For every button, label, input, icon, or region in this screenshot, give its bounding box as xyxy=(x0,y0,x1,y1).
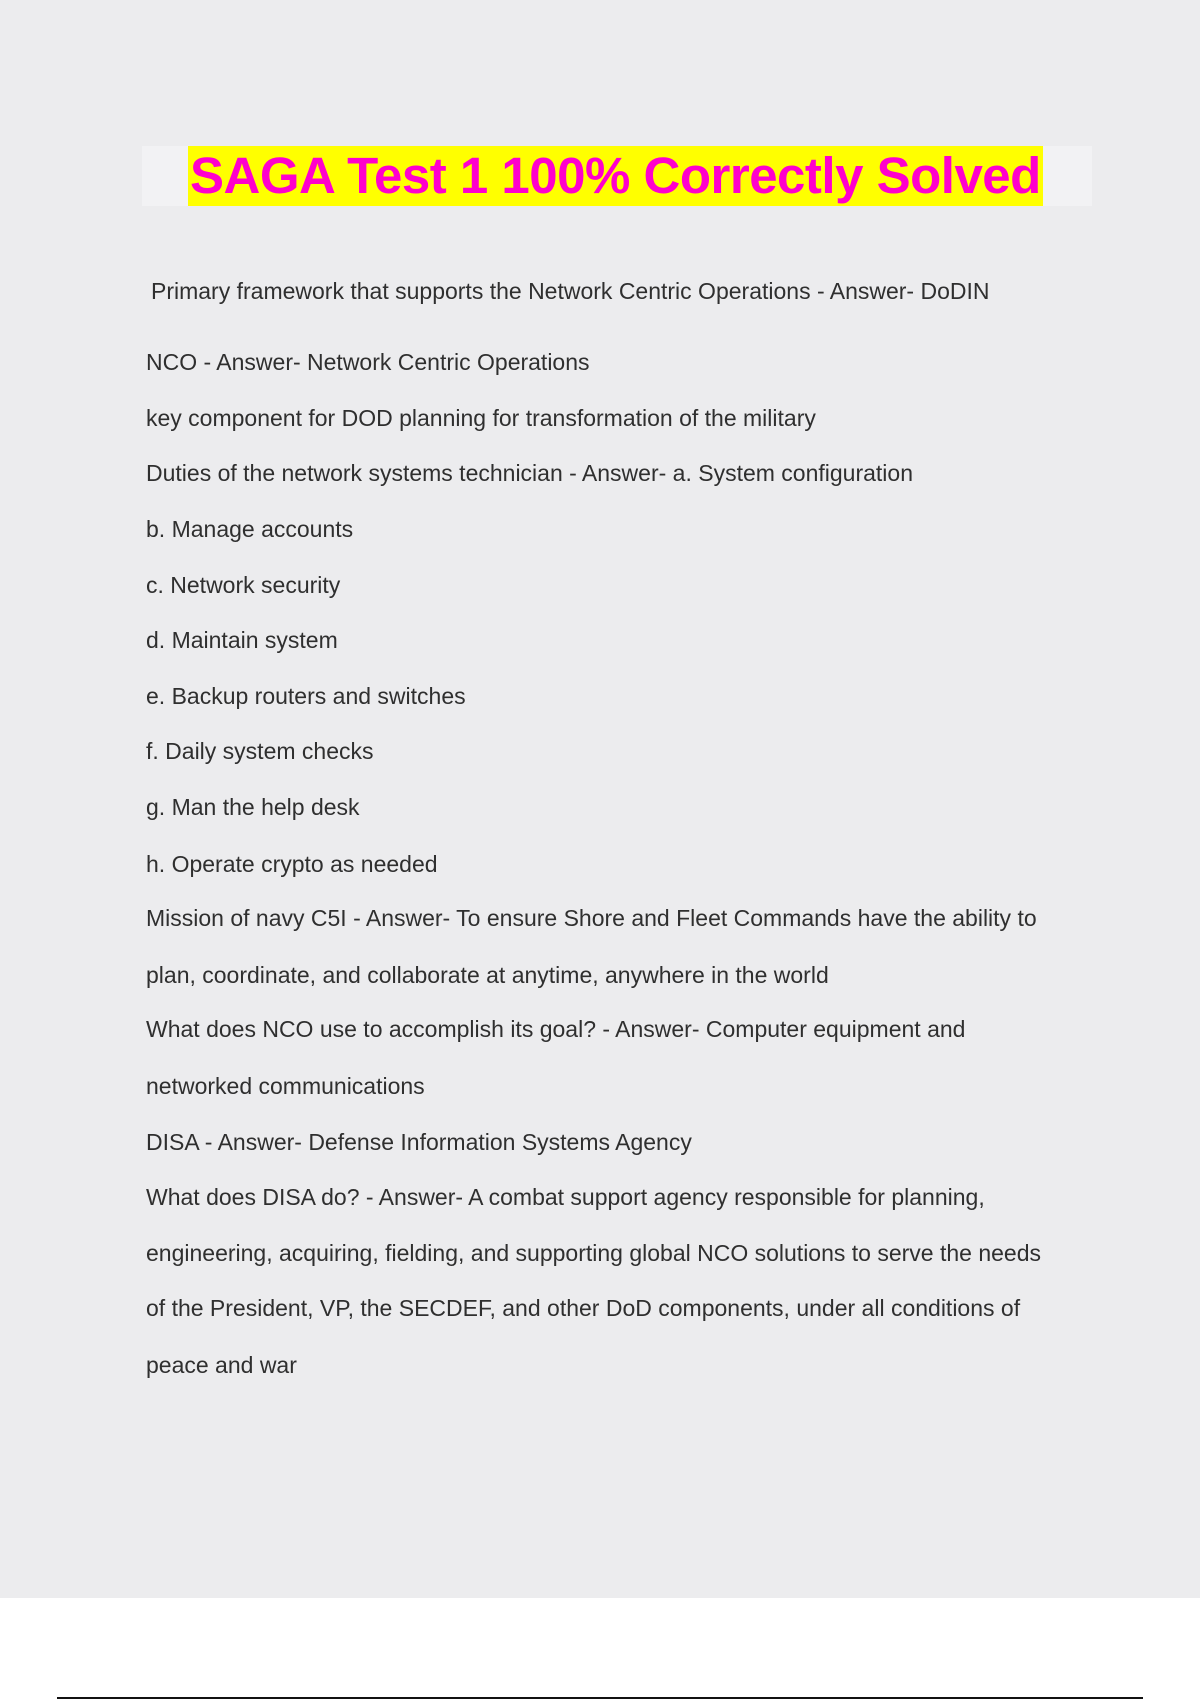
text-line: What does NCO use to accomplish its goal? - Answer- Computer equipment and xyxy=(146,1016,966,1042)
document-title: SAGA Test 1 100% Correctly Solved xyxy=(190,147,1041,204)
text-line: plan, coordinate, and collaborate at anytime, anywhere in the world xyxy=(146,962,829,988)
text-line: key component for DOD planning for transformation of the military xyxy=(146,405,816,431)
text-line: Duties of the network systems technician - Answer- a. System configuration xyxy=(146,460,913,486)
text-line: engineering, acquiring, fielding, and supporting global NCO solutions to serve the needs xyxy=(146,1240,1042,1266)
text-line: d. Maintain system xyxy=(146,627,338,653)
next-page-area xyxy=(0,1598,1200,1700)
text-line: h. Operate crypto as needed xyxy=(146,851,438,877)
text-line: peace and war xyxy=(146,1352,297,1378)
text-line: f. Daily system checks xyxy=(146,738,374,764)
text-line: g. Man the help desk xyxy=(146,794,360,820)
text-line: NCO - Answer- Network Centric Operations xyxy=(146,349,590,375)
text-line: b. Manage accounts xyxy=(146,516,354,542)
text-line: c. Network security xyxy=(146,572,341,598)
page-divider xyxy=(57,1697,1143,1699)
text-line: Primary framework that supports the Network Centric Operations - Answer- DoDIN xyxy=(151,278,990,304)
text-line: DISA - Answer- Defense Information Systems Agency xyxy=(146,1129,692,1155)
text-line: What does DISA do? - Answer- A combat support agency responsible for planning, xyxy=(146,1184,985,1210)
text-line: of the President, VP, the SECDEF, and other DoD components, under all conditions of xyxy=(146,1295,1021,1321)
text-line: e. Backup routers and switches xyxy=(146,683,466,709)
text-line: Mission of navy C5I - Answer- To ensure Shore and Fleet Commands have the ability to xyxy=(146,905,1037,931)
text-line: networked communications xyxy=(146,1073,425,1099)
